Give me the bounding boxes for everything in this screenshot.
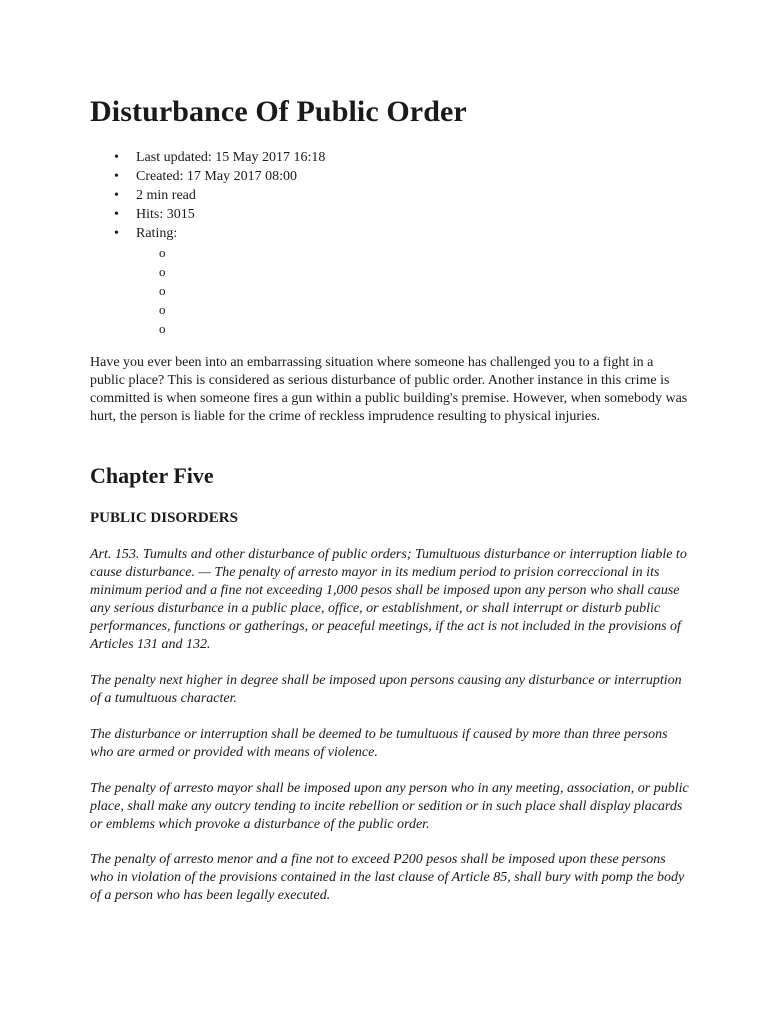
meta-rating — [90, 224, 325, 338]
last-updated-text: Last updated: 15 May 2017 16:18 — [136, 150, 326, 165]
article-paragraph: The penalty next higher in degree shall be imposed upon persons causing any disturbance or interruption of a tumultuous character. — [90, 673, 682, 706]
read-time-text: 2 min read — [136, 188, 196, 203]
hits-text: Hits: 3015 — [136, 207, 195, 222]
rating-star-2[interactable] — [136, 262, 325, 281]
circle-bullet-icon[interactable]: o — [159, 245, 166, 260]
rating-label: Rating: — [136, 226, 178, 241]
bullet-icon: • — [114, 226, 119, 241]
bullet-icon: • — [114, 188, 119, 203]
meta-created — [90, 167, 325, 186]
article-paragraph: The penalty of arresto menor and a fine not to exceed P200 pesos shall be imposed upon these persons who in violation of the provisions contained in the last clause of Article 85, shall bury with pomp the body of a person who has been legally executed. — [90, 852, 685, 903]
rating-star-3[interactable] — [136, 281, 325, 300]
circle-bullet-icon[interactable]: o — [159, 264, 166, 279]
rating-stars — [136, 243, 325, 338]
bullet-icon: • — [114, 169, 119, 184]
intro-paragraph: Have you ever been into an embarrassing situation where someone has challenged you to a fight in a public place? This is considered as serious disturbance of public order. Another instance in this crime is committed is when someone fires a gun within a public building's premise. However, when somebody was hurt, the person is liable for the crime of reckless imprudence resulting to physical injuries. — [90, 355, 688, 424]
rating-star-1[interactable] — [136, 243, 325, 262]
chapter-heading: Chapter Five — [90, 463, 214, 488]
article-meta-list — [90, 148, 325, 338]
bullet-icon: • — [114, 207, 119, 222]
article-paragraph: The disturbance or interruption shall be deemed to be tumultuous if caused by more than three persons who are armed or provided with means of violence. — [90, 727, 668, 760]
circle-bullet-icon[interactable]: o — [159, 321, 166, 336]
circle-bullet-icon[interactable]: o — [159, 283, 166, 298]
created-text: Created: 17 May 2017 08:00 — [136, 169, 297, 184]
rating-star-5[interactable] — [136, 319, 325, 338]
section-heading: PUBLIC DISORDERS — [90, 510, 238, 526]
circle-bullet-icon[interactable]: o — [159, 302, 166, 317]
meta-hits — [90, 205, 325, 224]
bullet-icon: • — [114, 150, 119, 165]
page-title: Disturbance Of Public Order — [90, 95, 467, 128]
meta-read-time — [90, 186, 325, 205]
article-paragraph: The penalty of arresto mayor shall be imposed upon any person who in any meeting, association, or public place, shall make any outcry tending to incite rebellion or sedition or in such place shall display placards or emblems which provoke a disturbance of the public order. — [90, 781, 689, 832]
rating-star-4[interactable] — [136, 300, 325, 319]
meta-last-updated — [90, 148, 325, 167]
article-paragraph: Art. 153. Tumults and other disturbance of public orders; Tumultuous disturbance or interruption liable to cause disturbance. — The penalty of arresto mayor in its medium period to prision correccional in its minimum period and a fine not exceeding 1,000 pesos shall be imposed upon any person who shall cause any serious disturbance in a public place, office, or establishment, or shall interrupt or disturb public performances, functions or gatherings, or peaceful meetings, if the act is not included in the provisions of Articles 131 and 132. — [90, 547, 687, 652]
